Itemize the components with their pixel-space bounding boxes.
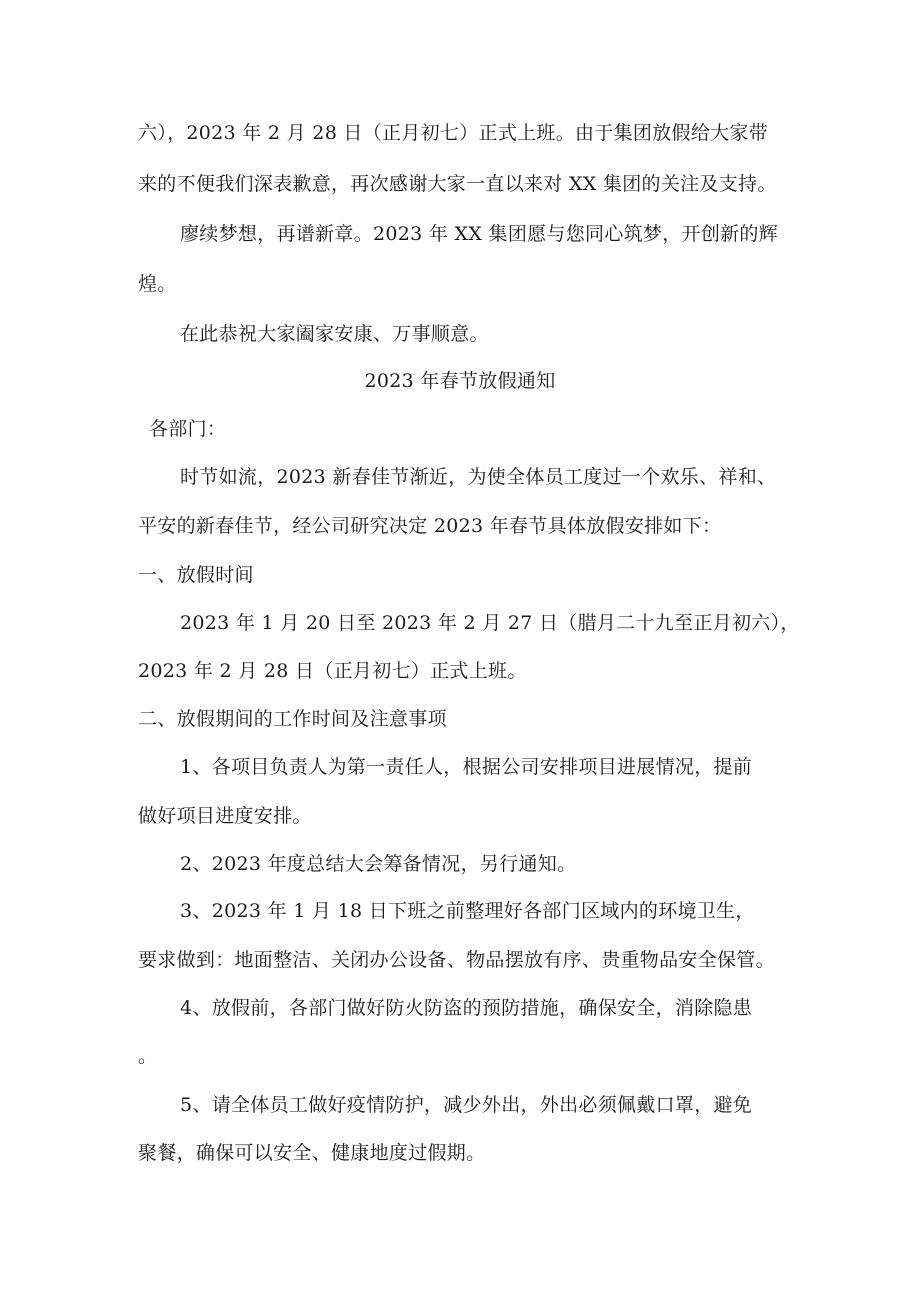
- salutation: 各部门：: [149, 418, 227, 440]
- item-5-line-1: 5、请全体员工做好疫情防护，减少外出，外出必须佩戴口罩，避免: [180, 1094, 753, 1116]
- item-1-line-1: 1、各项目负责人为第一责任人，根据公司安排项目进展情况，提前: [180, 756, 753, 778]
- section-1-line-1: 2023 年 1 月 20 日至 2023 年 2 月 27 日（腊月二十九至正月初六），: [180, 612, 800, 634]
- item-3-line-2: 要求做到：地面整洁、关闭办公设备、物品摆放有序、贵重物品安全保管。: [138, 949, 775, 971]
- section-2-heading: 二、放假期间的工作时间及注意事项: [138, 708, 447, 730]
- previous-paragraph-2-line-1: 廖续梦想，再谱新章。2023 年 XX 集团愿与您同心筑梦，开创新的辉: [180, 223, 779, 245]
- previous-paragraph-1-line-1: 六），2023 年 2 月 28 日（正月初七）正式上班。由于集团放假给大家带: [138, 122, 769, 144]
- item-1-line-2: 做好项目进度安排。: [138, 805, 312, 827]
- item-4-line-1: 4、放假前，各部门做好防火防盗的预防措施，确保安全，消除隐患: [180, 997, 753, 1019]
- item-4-line-2: 。: [138, 1045, 158, 1067]
- intro-line-2: 平安的新春佳节，经公司研究决定 2023 年春节具体放假安排如下：: [138, 515, 722, 537]
- section-1-heading: 一、放假时间: [138, 564, 254, 586]
- section-1-line-2: 2023 年 2 月 28 日（正月初七）正式上班。: [138, 660, 527, 682]
- intro-line-1: 时节如流，2023 新春佳节渐近，为使全体员工度过一个欢乐、祥和、: [180, 466, 777, 488]
- notice-title: 2023 年春节放假通知: [364, 370, 556, 392]
- item-2-line-1: 2、2023 年度总结大会筹备情况，另行通知。: [180, 853, 577, 875]
- previous-paragraph-1-line-2: 来的不便我们深表歉意，再次感谢大家一直以来对 XX 集团的关注及支持。: [138, 173, 777, 195]
- item-5-line-2: 聚餐，确保可以安全、健康地度过假期。: [138, 1142, 486, 1164]
- item-3-line-1: 3、2023 年 1 月 18 日下班之前整理好各部门区域内的环境卫生，: [180, 900, 755, 922]
- previous-paragraph-3-line-1: 在此恭祝大家阖家安康、万事顺意。: [180, 323, 489, 345]
- previous-paragraph-2-line-2: 煌。: [138, 273, 177, 295]
